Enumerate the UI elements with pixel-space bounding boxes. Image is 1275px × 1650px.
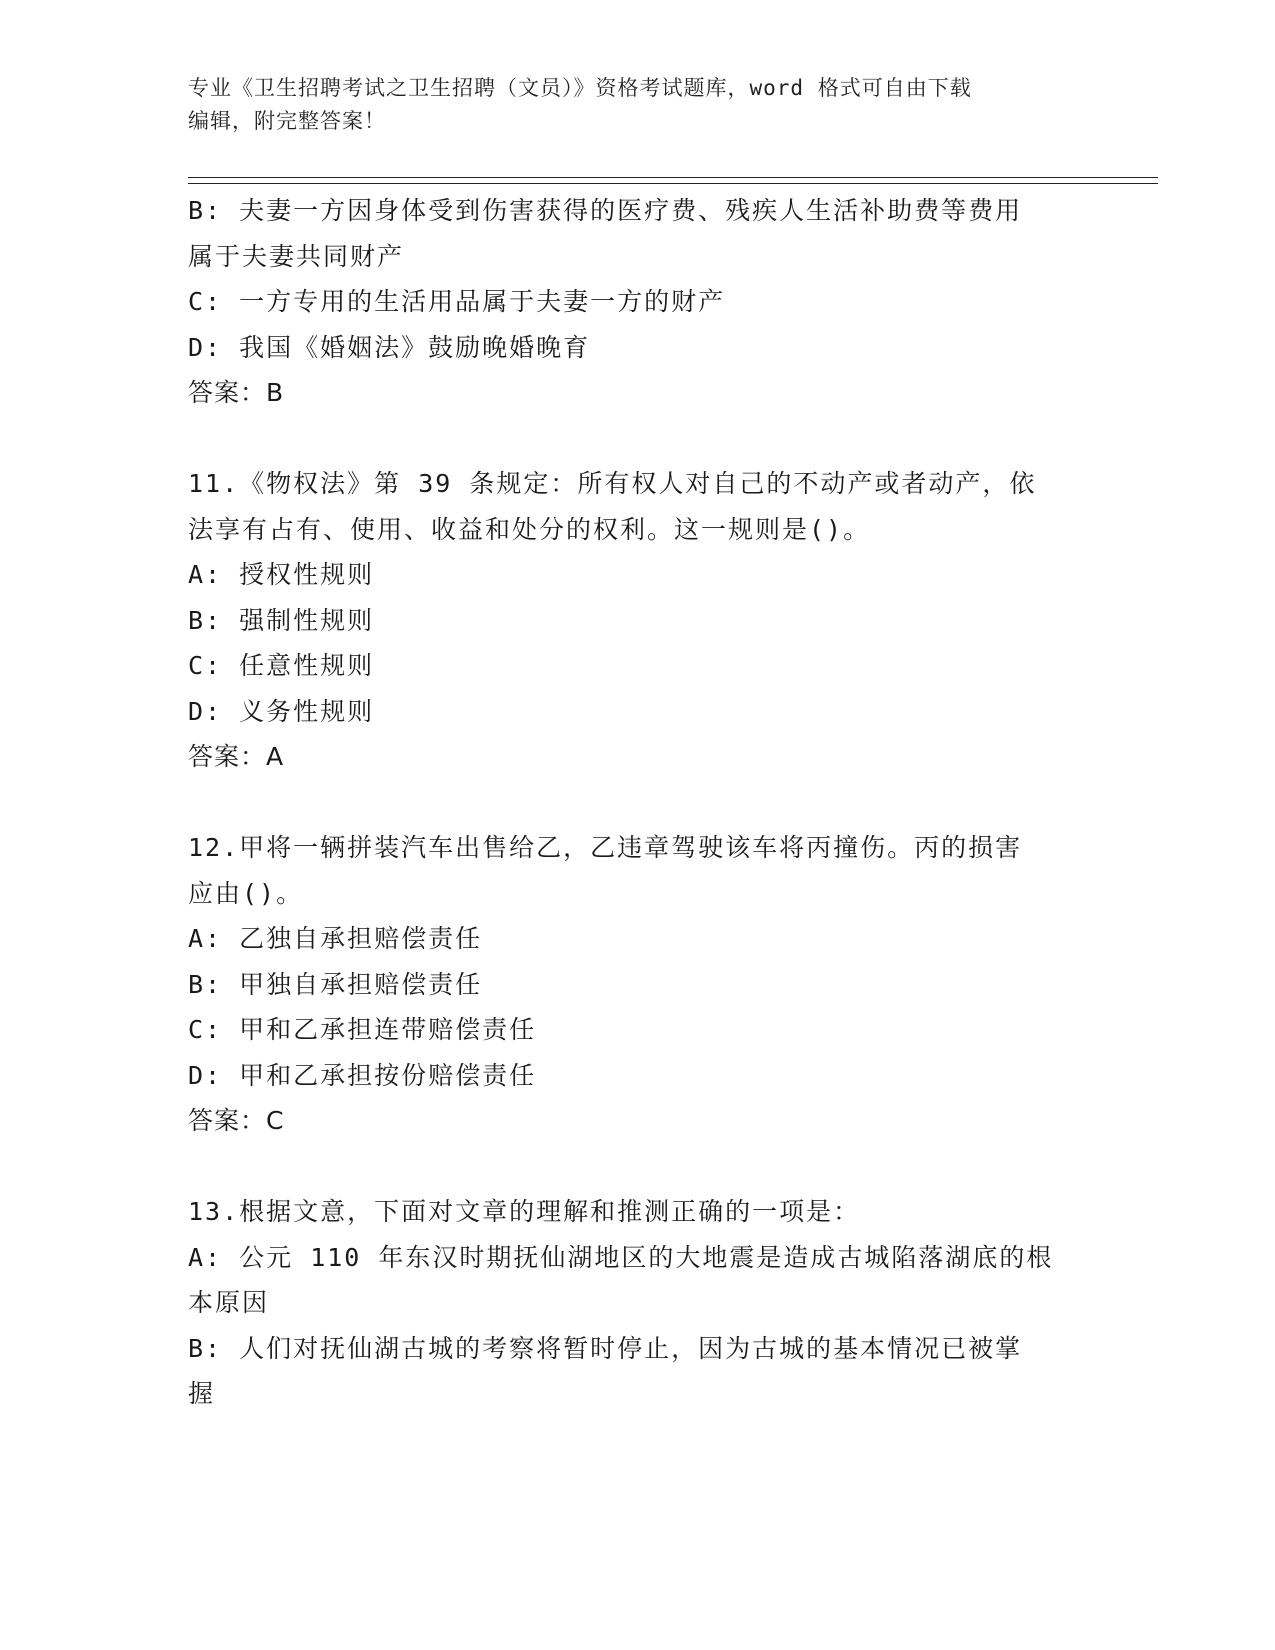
option-a: A: 公元 110 年东汉时期抚仙湖地区的大地震是造成古城陷落湖底的根 — [188, 1242, 1054, 1272]
question-stem-continued: 应由()。 — [188, 878, 304, 908]
option-b: B: 夫妻一方因身体受到伤害获得的医疗费、残疾人生活补助费等费用 — [188, 196, 1023, 225]
question-block-11 — [188, 461, 1068, 780]
option-a: A: 乙独自承担赔偿责任 — [188, 924, 483, 953]
option-b: B: 甲独自承担赔偿责任 — [188, 969, 483, 999]
spacer — [188, 1144, 1068, 1190]
question-stem: 12.甲将一辆拼装汽车出售给乙，乙违章驾驶该车将丙撞伤。丙的损害 — [188, 833, 1023, 862]
option-b-continued: 握 — [188, 1379, 216, 1408]
question-block-13 — [188, 1189, 1068, 1417]
option-c: C: 甲和乙承担连带赔偿责任 — [188, 1015, 537, 1044]
spacer — [188, 780, 1068, 826]
option-d: D: 甲和乙承担按份赔偿责任 — [188, 1060, 537, 1090]
page-header — [188, 72, 1088, 138]
option-d: D: 我国《婚姻法》鼓励晚婚晚育 — [188, 332, 591, 362]
spacer — [188, 416, 1068, 462]
option-b-continued: 属于夫妻共同财产 — [188, 241, 405, 271]
question-stem: 11.《物权法》第 39 条规定：所有权人对自己的不动产或者动产，依 — [188, 469, 1037, 498]
question-block-12 — [188, 825, 1068, 1144]
header-line-2: 编辑，附完整答案！ — [188, 109, 386, 133]
question-stem-continued: 法享有占有、使用、收益和处分的权利。这一规则是()。 — [188, 514, 871, 544]
question-block-previous — [188, 188, 1068, 416]
header-line-1: 专业《卫生招聘考试之卫生招聘（文员）》资格考试题库，word 格式可自由下载 — [188, 76, 972, 100]
option-c: C: 任意性规则 — [188, 651, 375, 680]
option-b: B: 人们对抚仙湖古城的考察将暂时停止，因为古城的基本情况已被掌 — [188, 1333, 1023, 1363]
option-a-continued: 本原因 — [188, 1288, 270, 1317]
answer-label: 答案：A — [188, 742, 285, 771]
answer-label: 答案：C — [188, 1106, 285, 1135]
question-stem: 13.根据文意，下面对文章的理解和推测正确的一项是： — [188, 1197, 861, 1226]
option-d: D: 义务性规则 — [188, 696, 375, 726]
option-c: C: 一方专用的生活用品属于夫妻一方的财产 — [188, 287, 726, 316]
option-a: A: 授权性规则 — [188, 560, 375, 589]
question-content — [188, 188, 1068, 1417]
header-divider — [188, 177, 1158, 184]
answer-label: 答案：B — [188, 378, 285, 407]
option-b: B: 强制性规则 — [188, 605, 375, 635]
